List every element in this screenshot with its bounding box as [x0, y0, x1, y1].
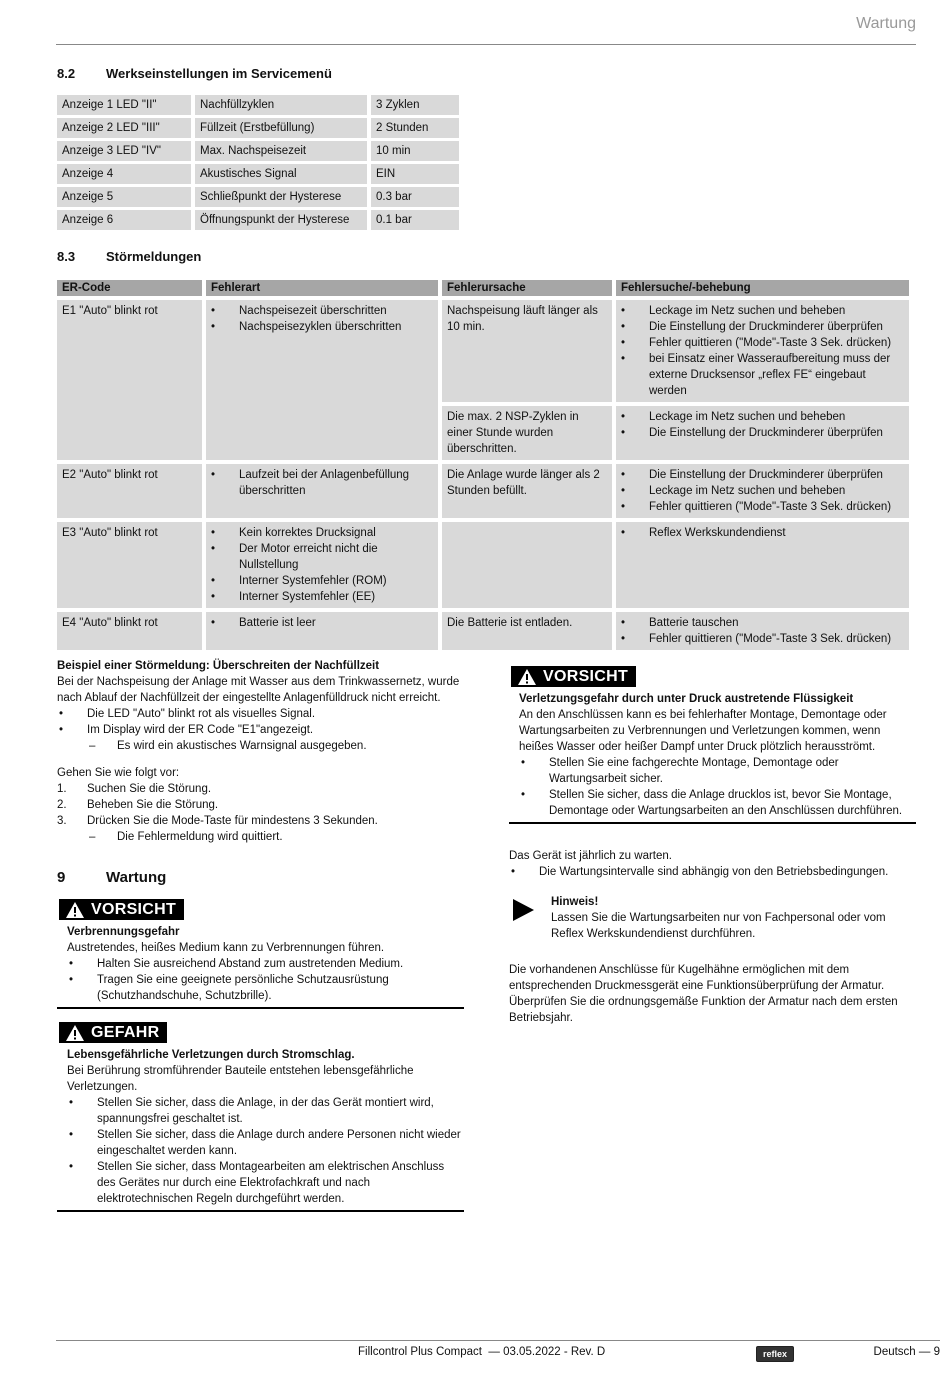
step-number: 1. [57, 783, 67, 795]
table-cell: EIN [371, 164, 459, 184]
section-title: Werkseinstellungen im Servicemenü [106, 66, 332, 81]
table-cell: Anzeige 6 [57, 210, 191, 230]
section-number: 8.3 [57, 249, 76, 264]
fault-example [57, 658, 467, 845]
table-row [57, 164, 459, 184]
list-item: • Stellen Sie sicher, dass die Anlage durch andere Personen nicht wieder eingeschaltet werden kann. [67, 1127, 464, 1159]
error-cause: Die Batterie ist entladen. [442, 612, 612, 650]
column-header: ER-Code [57, 280, 202, 296]
list-item: • Interner Systemfehler (EE) [211, 589, 433, 605]
sub-item: – Die Fehlermeldung wird quittiert. [57, 829, 467, 845]
list-item: • Halten Sie ausreichend Abstand zum austretenden Medium. [67, 956, 464, 972]
column-header: Fehlersuche/-behebung [616, 280, 909, 296]
section-title: Störmeldungen [106, 249, 202, 264]
step-number: 3. [57, 815, 67, 827]
list-item: • Tragen Sie eine geeignete persönliche Schutzausrüstung (Schutzhandschuhe, Schutzbrille). [67, 972, 464, 1004]
ball-valve-paragraph: Die vorhandenen Anschlüsse für Kugelhähne ermöglichen mit dem entsprechenden Druckmessgerät eine Funktionsüberprüfung der Armatur. Überprüfen Sie die ordnungsgemäße Funktion der Armatur nach dem ersten Betriebsjahr. [509, 964, 898, 1024]
section-number: 8.2 [57, 66, 76, 81]
error-type [206, 300, 438, 460]
table-cell: Akustisches Signal [195, 164, 367, 184]
table-cell: Anzeige 4 [57, 164, 191, 184]
table-cell: 3 Zyklen [371, 95, 459, 115]
error-type [206, 522, 438, 608]
list-item [57, 781, 467, 797]
note-arrow-icon [511, 898, 535, 925]
section-title: Wartung [106, 869, 167, 886]
table-cell: Füllzeit (Erstbefüllung) [195, 118, 367, 138]
table-cell: Anzeige 3 LED "IV" [57, 141, 191, 161]
warning-text: Austretendes, heißes Medium kann zu Verbrennungen führen. [67, 942, 385, 954]
section-number: 9 [57, 869, 66, 886]
footer-product [358, 1346, 605, 1358]
warning-triangle-icon [517, 668, 537, 686]
table-cell: Nachfüllzyklen [195, 95, 367, 115]
list-item: • Fehler quittieren ("Mode"-Taste 3 Sek. drücken) [621, 631, 904, 647]
page-section-title: Wartung [856, 15, 916, 32]
warning-title: Verbrennungsgefahr [67, 926, 180, 938]
reflex-logo: reflex [756, 1346, 794, 1362]
list-item: • Stellen Sie eine fachgerechte Montage, Demontage oder Wartungsarbeit sicher. [519, 755, 916, 787]
header-divider [56, 44, 916, 45]
error-cause: Die Anlage wurde länger als 2 Stunden befüllt. [442, 464, 612, 518]
example-intro: Bei der Nachspeisung der Anlage mit Wasser aus dem Trinkwassernetz, wurde nach Ablauf der Nachfüllzeit der eingestellte Anlagenfülldruck nicht erreicht. [57, 676, 460, 704]
table-row [57, 187, 459, 207]
list-item: • Fehler quittieren ("Mode"-Taste 3 Sek. drücken) [621, 499, 904, 515]
error-cause: Die max. 2 NSP-Zyklen in einer Stunde wurden überschritten. [442, 406, 612, 460]
step-text: Drücken Sie die Mode-Taste für mindestens 3 Sekunden. [87, 815, 378, 827]
section-8-2-heading [57, 66, 332, 81]
table-row [57, 300, 909, 402]
caution-pressure-box [509, 666, 916, 824]
warning-title: Verletzungsgefahr durch unter Druck austretende Flüssigkeit [519, 693, 854, 705]
step-text: Suchen Sie die Störung. [87, 783, 212, 795]
caution-burn-box [57, 899, 464, 1009]
footer-divider [56, 1340, 940, 1341]
list-item: • Leckage im Netz suchen und beheben [621, 303, 904, 319]
caution-badge [511, 666, 636, 687]
error-type [206, 464, 438, 518]
procedure-intro: Gehen Sie wie folgt vor: [57, 767, 180, 779]
table-row [57, 141, 459, 161]
table-cell: 2 Stunden [371, 118, 459, 138]
list-item: • Im Display wird der ER Code "E1"angezeigt. [57, 722, 467, 738]
table-cell: Anzeige 5 [57, 187, 191, 207]
note-title: Hinweis! [551, 896, 599, 908]
error-code: E3 "Auto" blinkt rot [57, 522, 202, 608]
product-name: Fillcontrol Plus Compact [358, 1346, 482, 1358]
page-number: Deutsch — 9 [873, 1346, 940, 1358]
warning-triangle-icon [65, 1024, 85, 1042]
error-fix [616, 300, 909, 402]
list-item: • Stellen Sie sicher, dass Montagearbeiten am elektrischen Anschluss des Gerätes nur durch eine Elektrofachkraft und nach elektrotechnischen Regeln durchgeführt werden. [67, 1159, 464, 1207]
table-row [57, 210, 459, 230]
fault-messages-table [53, 276, 913, 654]
error-code: E2 "Auto" blinkt rot [57, 464, 202, 518]
list-item: • Laufzeit bei der Anlagenbefüllung überschritten [211, 467, 433, 499]
warning-text: Bei Berührung stromführender Bauteile entstehen lebensgefährliche Verletzungen. [67, 1065, 414, 1093]
list-item: • Nachspeisezeit überschritten [211, 303, 433, 319]
section-9-heading [57, 869, 166, 886]
step-number: 2. [57, 799, 67, 811]
error-code: E4 "Auto" blinkt rot [57, 612, 202, 650]
error-type [206, 612, 438, 650]
list-item [57, 813, 467, 829]
list-item: • Die Einstellung der Druckminderer überprüfen [621, 467, 904, 483]
error-fix [616, 522, 909, 608]
error-fix [616, 464, 909, 518]
list-item: • Die Wartungsintervalle sind abhängig von den Betriebsbedingungen. [509, 864, 919, 880]
list-item: • Stellen Sie sicher, dass die Anlage, in der das Gerät montiert wird, spannungsfrei geschaltet ist. [67, 1095, 464, 1127]
table-cell: 0.1 bar [371, 210, 459, 230]
list-item: • Leckage im Netz suchen und beheben [621, 483, 904, 499]
table-row [57, 118, 459, 138]
example-title: Beispiel einer Störmeldung: Überschreiten der Nachfüllzeit [57, 660, 380, 672]
error-cause: Nachspeisung läuft länger als 10 min. [442, 300, 612, 402]
column-header: Fehlerursache [442, 280, 612, 296]
warning-triangle-icon [65, 901, 85, 919]
maintenance-text: Das Gerät ist jährlich zu warten. [509, 850, 672, 862]
note-box [551, 894, 921, 942]
table-row [57, 95, 459, 115]
list-item: • Die LED "Auto" blinkt rot als visuelles Signal. [57, 706, 467, 722]
badge-label: VORSICHT [543, 668, 629, 685]
note-text: Lassen Sie die Wartungsarbeiten nur von Fachpersonal oder vom Reflex Werkskundendienst durchführen. [551, 912, 886, 940]
danger-electric-box [57, 1022, 464, 1212]
badge-label: GEFAHR [91, 1024, 160, 1041]
error-fix [616, 612, 909, 650]
danger-badge [59, 1022, 167, 1043]
table-row [57, 522, 909, 608]
list-item: • Die Einstellung der Druckminderer überprüfen [621, 319, 904, 335]
table-row [57, 464, 909, 518]
list-item: • Batterie tauschen [621, 615, 904, 631]
table-cell: Anzeige 2 LED "III" [57, 118, 191, 138]
list-item: • Der Motor erreicht nicht die Nullstellung [211, 541, 433, 573]
table-cell: Anzeige 1 LED "II" [57, 95, 191, 115]
revision-date: — 03.05.2022 - Rev. D [488, 1346, 606, 1358]
list-item: • Die Einstellung der Druckminderer überprüfen [621, 425, 904, 441]
list-item: • Interner Systemfehler (ROM) [211, 573, 433, 589]
list-item: • Stellen Sie sicher, dass die Anlage drucklos ist, bevor Sie Montage, Demontage oder Wartungsarbeiten an den Anschlüssen durchführen. [519, 787, 916, 819]
list-item: • Fehler quittieren ("Mode"-Taste 3 Sek. drücken) [621, 335, 904, 351]
badge-label: VORSICHT [91, 901, 177, 918]
list-item: • Reflex Werkskundendienst [621, 525, 904, 541]
maintenance-info [509, 848, 919, 880]
list-item: • Nachspeisezyklen überschritten [211, 319, 433, 335]
table-cell: 10 min [371, 141, 459, 161]
list-item: • Batterie ist leer [211, 615, 433, 631]
list-item: • bei Einsatz einer Wasseraufbereitung muss der externe Drucksensor „reflex FE“ eingebaut werden [621, 351, 904, 399]
section-8-3-heading [57, 249, 201, 264]
column-header: Fehlerart [206, 280, 438, 296]
step-text: Beheben Sie die Störung. [87, 799, 219, 811]
list-item [57, 797, 467, 813]
factory-settings-table [53, 92, 463, 233]
list-item: • Kein korrektes Drucksignal [211, 525, 433, 541]
warning-text: An den Anschlüssen kann es bei fehlerhafter Montage, Demontage oder Wartungsarbeiten zu Verbrennungen und Verletzungen kommen, wenn heißes Wasser oder heißer Dampf unter Druck plötzlich herausströmt. [519, 709, 887, 753]
table-cell: Max. Nachspeisezeit [195, 141, 367, 161]
table-cell: 0.3 bar [371, 187, 459, 207]
warning-title: Lebensgefährliche Verletzungen durch Stromschlag. [67, 1049, 355, 1061]
caution-badge [59, 899, 184, 920]
table-row [57, 612, 909, 650]
list-item: • Leckage im Netz suchen und beheben [621, 409, 904, 425]
error-code: E1 "Auto" blinkt rot [57, 300, 202, 460]
error-cause [442, 522, 612, 608]
sub-item: – Es wird ein akustisches Warnsignal ausgegeben. [57, 738, 467, 754]
table-cell: Öffnungspunkt der Hysterese [195, 210, 367, 230]
table-cell: Schließpunkt der Hysterese [195, 187, 367, 207]
error-fix [616, 406, 909, 460]
table-header-row [57, 280, 909, 296]
